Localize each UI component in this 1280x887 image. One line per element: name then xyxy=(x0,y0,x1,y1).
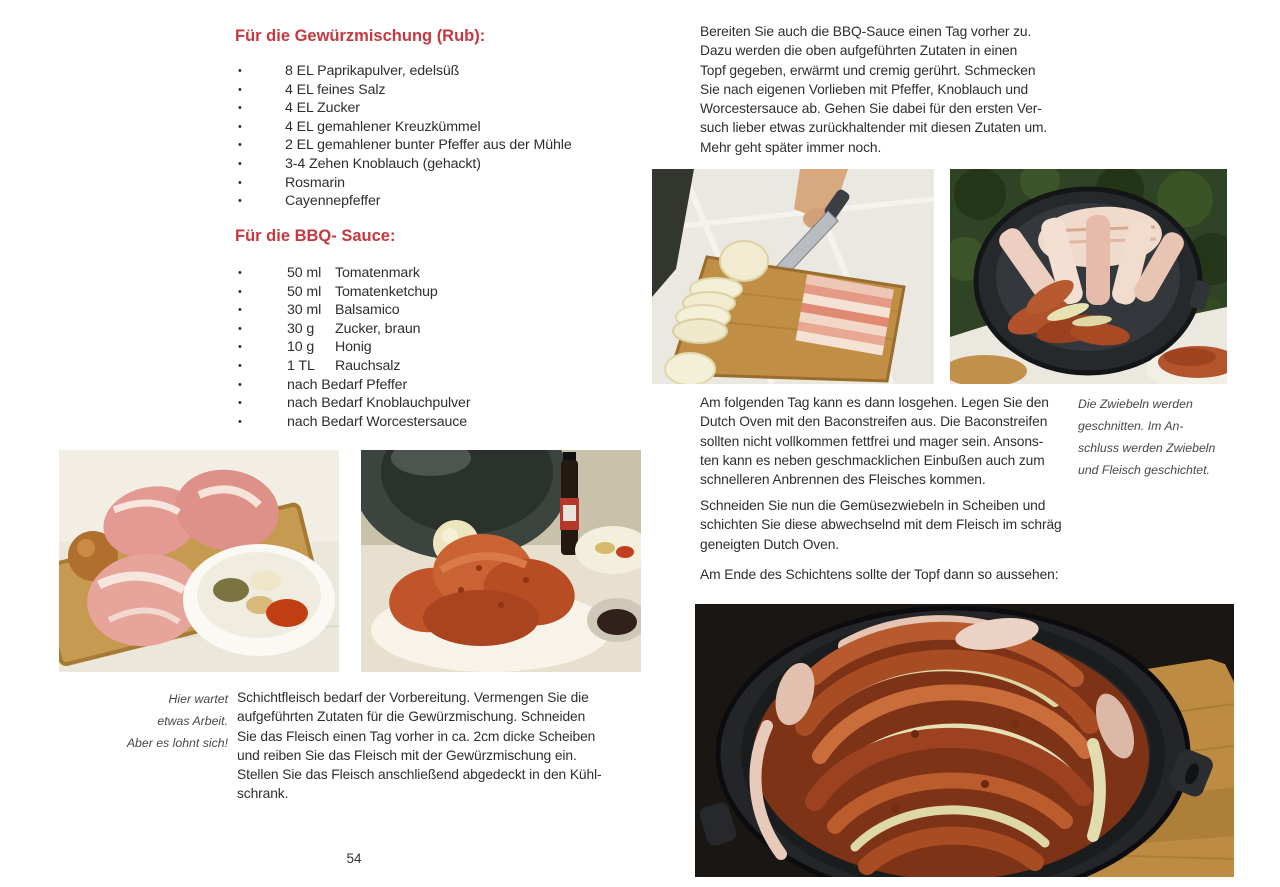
bullet-icon: • xyxy=(238,139,242,152)
bullet-icon: • xyxy=(238,83,242,96)
photo-raw-pork xyxy=(59,450,339,672)
rub-list xyxy=(238,62,572,211)
bullet-icon: • xyxy=(238,304,242,317)
list-item: • Rosmarin xyxy=(238,174,345,191)
list-item: • 30 ml Balsamico xyxy=(238,302,400,319)
photo-cutting-board xyxy=(652,169,934,384)
list-item: • Cayennepfeffer xyxy=(238,193,381,210)
bullet-icon: • xyxy=(238,120,242,133)
list-item: • 4 EL Zucker xyxy=(238,100,360,117)
next-day-paragraph: Am folgenden Tag kann es dann losgehen. Legen Sie den Dutch Oven mit den Baconstreifen aus. Die Baconstreifen sollten nicht vollkommen fettfrei und mager sein. Ansons- ten kann es neben geschmacklichen Einbußen auch zum schnelleren Anbrennen des Fleisches kommen. xyxy=(700,395,1049,488)
list-item: • 30 g Zucker, braun xyxy=(238,320,421,337)
list-item: • nach Bedarf Worcestersauce xyxy=(238,413,468,430)
list-item: • 3-4 Zehen Knoblauch (gehackt) xyxy=(238,155,481,172)
bullet-icon: • xyxy=(238,65,242,77)
list-item: • nach Bedarf Pfeffer xyxy=(238,376,408,393)
list-item: • 50 ml Tomatenmark xyxy=(238,265,420,281)
onions-paragraph: Schneiden Sie nun die Gemüsezwiebeln in Scheiben und schichten Sie diese abwechselnd mit dem Fleisch im schräg geneigten Dutch Oven. xyxy=(700,498,1062,552)
photo-caption-left: Hier wartet etwas Arbeit. Aber es lohnt sich! xyxy=(126,692,228,750)
bbq-sauce-paragraph: Bereiten Sie auch die BBQ-Sauce einen Tag vorher zu. Dazu werden die oben aufgeführten Zutaten in einen Topf gegeben, erwärmt und cremig gerührt. Schmecken Sie nach eigenen Vorlieben mit Pfeffer, Knoblauch und Worcestersauce ab. Gehen Sie dabei für den ersten Ver- such lieber etwas zurückhaltender mit diesen Zutaten um. Mehr geht später immer noch. xyxy=(700,24,1048,155)
list-item: • 4 EL gemahlener Kreuzkümmel xyxy=(238,118,481,135)
layering-result-line: Am Ende des Schichtens sollte der Topf dann so aussehen: xyxy=(700,567,1059,582)
photo-dutch-oven-bacon xyxy=(950,169,1227,384)
list-item: • 2 EL gemahlener bunter Pfeffer aus der Mühle xyxy=(238,137,572,154)
photo-marinated-meat xyxy=(361,450,641,672)
photo-caption-right: Die Zwiebeln werden geschnitten. Im An- schluss werden Zwiebeln und Fleisch geschichtet. xyxy=(1078,397,1216,477)
bullet-icon: • xyxy=(238,102,242,115)
bullet-icon: • xyxy=(238,341,242,354)
list-item: • 4 EL feines Salz xyxy=(238,81,386,98)
bbq-heading: Für die BBQ- Sauce: xyxy=(235,227,396,245)
page-number: 54 xyxy=(346,851,362,866)
bullet-icon: • xyxy=(238,267,242,279)
bullet-icon: • xyxy=(238,322,242,335)
photo-layered-pot xyxy=(695,604,1234,877)
list-item: • 8 EL Paprikapulver, edelsüß xyxy=(238,63,460,79)
list-item: • nach Bedarf Knoblauchpulver xyxy=(238,395,471,412)
list-item: • 50 ml Tomatenketchup xyxy=(238,283,438,300)
bullet-icon: • xyxy=(238,378,242,391)
bullet-icon: • xyxy=(238,359,242,372)
bullet-icon: • xyxy=(238,285,242,298)
list-item: • 10 g Honig xyxy=(238,339,372,356)
bbq-list xyxy=(238,264,470,431)
bullet-icon: • xyxy=(238,195,242,208)
bullet-icon: • xyxy=(238,397,242,410)
rub-heading: Für die Gewürzmischung (Rub): xyxy=(235,27,486,45)
bullet-icon: • xyxy=(238,176,242,189)
list-item: • 1 TL Rauchsalz xyxy=(238,357,401,374)
bullet-icon: • xyxy=(238,415,242,428)
preparation-paragraph: Schichtfleisch bedarf der Vorbereitung. Vermengen Sie die aufgeführten Zutaten für die Gewürzmischung. Schneiden Sie das Fleisch einen Tag vorher in ca. 2cm dicke Scheiben und reiben Sie das Fleisch mit der Gewürzmischung ein. Stellen Sie das Fleisch anschließend abgedeckt in den Kühl- schrank. xyxy=(237,690,602,802)
bullet-icon: • xyxy=(238,157,242,170)
